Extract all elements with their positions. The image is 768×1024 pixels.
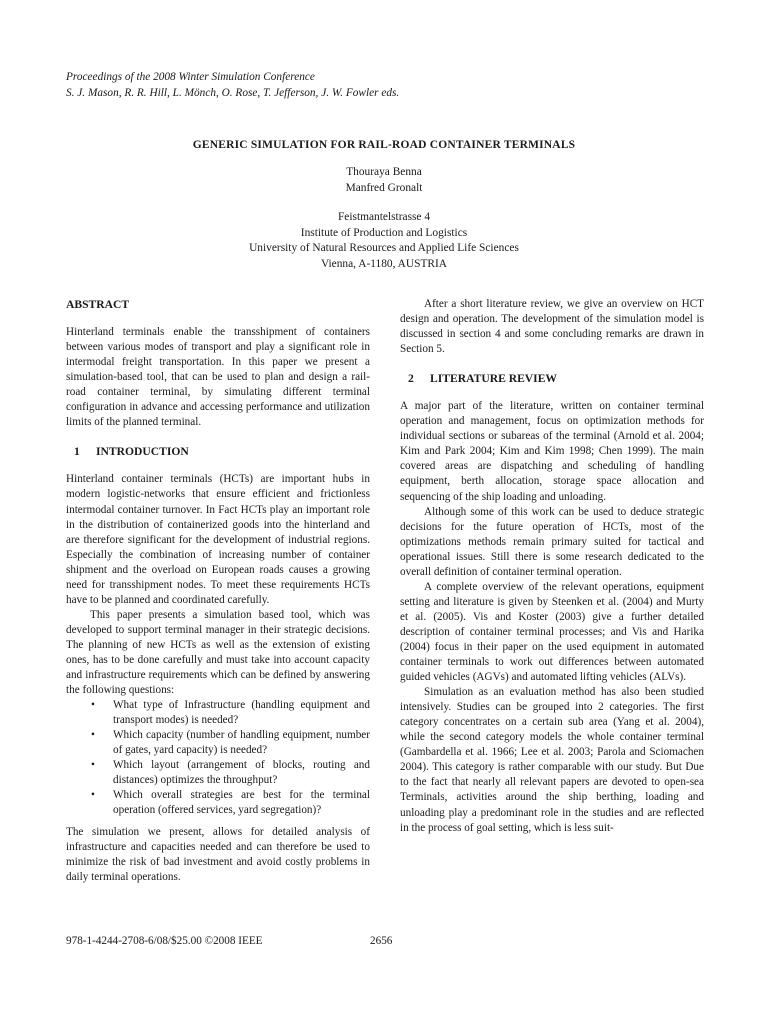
list-item — [66, 758, 370, 788]
literature-paragraph: Simulation as an evaluation method has also been studied intensively. Studies can be grouped into 2 categories. The first category concentrates on a certain sub area (Yang et al. 2004), while the second category models the whole container terminal (Gambardella et al. 1966; Lee et al. 2003; Parola and Sciomachen 2004). This category is rather comparable with our study. But Due to the fact that nearly all relevant papers are devoted to open-sea Terminals, activities around the ship berthing, loading and unloading play a predominant role in the studies and are reflected in the process of goal setting, which is less suit- — [400, 686, 704, 834]
right-column — [400, 297, 704, 836]
list-item-text: Which overall strategies are best for the terminal operation (offered services, yard segregation)? — [113, 789, 370, 817]
list-item — [66, 728, 370, 758]
abstract-text: Hinterland terminals enable the transshipment of containers between various modes of transport and play a significant role in intermodal freight transportation. In this paper we present a simulation-based tool, that can be used to plan and design a rail-road container terminal, by simulating different terminal configuration in advance and accessing performance and utilization limits of the planned terminal. — [66, 326, 370, 429]
section-title: INTRODUCTION — [96, 445, 189, 459]
literature-paragraph: Although some of this work can be used to deduce strategic decisions for the future operation of HCTs, most of the optimizations methods remain primary suited for tactical and operational issues. Still there is some research dedicated to the overall definition of container terminal operation. — [400, 505, 704, 578]
affiliation-line: Vienna, A-1180, AUSTRIA — [320, 258, 448, 271]
proceedings-title: Proceedings of the 2008 Winter Simulation Conference — [66, 71, 315, 83]
bullet-icon: • — [91, 729, 95, 742]
intro-paragraph: This paper presents a simulation based tool, which was developed to support terminal manager in their strategic decisions. The planning of new HCTs as well as the extension of existing ones, has to be done carefully and must take into account capacity and infrastructure requirements which can be defined by answering the following questions: — [66, 608, 370, 697]
section-heading-literature-review — [400, 371, 704, 386]
section-number: 2 — [408, 372, 414, 386]
intro-paragraph: The simulation we present, allows for detailed analysis of infrastructure and capacities needed and can therefore be used to minimize the risk of bad investment and avoid costly problems in daily terminal operations. — [66, 825, 370, 883]
literature-paragraph: A major part of the literature, written on container terminal operation and management, focus on optimization methods for individual sections or subareas of the terminal (Arnold et al. 2004; Kim and Park 2004; Kim and Kim 1998; Chen 1999). The main covered areas are dispatching and scheduling of handling equipment, berth allocation, storage space allocation and sequencing of the ship loading and unloading. — [400, 400, 704, 503]
proceedings-header — [66, 69, 399, 101]
left-column — [66, 297, 370, 885]
affiliation-line: Feistmantelstrasse 4 — [337, 211, 431, 223]
bullet-icon: • — [91, 699, 95, 712]
author-list — [0, 165, 768, 196]
list-item — [66, 698, 370, 728]
overview-paragraph: After a short literature review, we give an overview on HCT design and operation. The development of the simulation model is discussed in section 4 and some concluding remarks are drawn in Section 5. — [400, 298, 704, 356]
affiliation-line: Institute of Production and Logistics — [300, 226, 468, 239]
section-number: 1 — [74, 445, 80, 459]
intro-paragraph: Hinterland container terminals (HCTs) are important hubs in modern logistic-networks that ensure efficient and frictionless intermodal container turnover. In Fact HCTs play an important role in the distribution of containerized goods into the hinterland and are therefore significant for the development of industrial regions. Especially the combination of increasing number of container shipment and the overload on European roads causes a growing need for transshipment nodes. To meet these requirements HCTs have to be planned and coordinated carefully. — [66, 473, 370, 606]
list-item-text: What type of Infrastructure (handling equipment and transport modes) is needed? — [113, 699, 370, 727]
section-title: LITERATURE REVIEW — [430, 372, 558, 386]
author-name: Thouraya Benna — [346, 166, 422, 178]
author-name: Manfred Gronalt — [345, 181, 423, 194]
affiliation — [0, 210, 768, 273]
list-item-text: Which layout (arrangement of blocks, routing and distances) optimizes the throughput? — [113, 759, 370, 787]
list-item — [66, 788, 370, 818]
list-item-text: Which capacity (number of handling equipment, number of gates, yard capacity) is needed? — [113, 729, 370, 757]
affiliation-line: University of Natural Resources and Applied Life Sciences — [249, 242, 519, 255]
literature-paragraph: A complete overview of the relevant operations, equipment setting and literature is given by Steenken et al. (2004) and Murty et al. (2005). Vis and Koster (2003) give a further detailed description of container terminal processes; and Vis and Harika (2004) focus in their paper on the used equipment in automated container terminals to work out differences between automated guided vehicles (AGVs) and automated lifting vehicles (ALVs). — [400, 580, 704, 684]
bullet-icon: • — [91, 789, 95, 802]
page-number: 2656 — [370, 935, 393, 947]
abstract-heading: ABSTRACT — [66, 298, 130, 311]
question-list — [66, 698, 370, 818]
footer-isbn: 978-1-4244-2708-6/08/$25.00 ©2008 IEEE — [66, 935, 263, 947]
section-heading-introduction — [66, 444, 370, 459]
proceedings-editors: S. J. Mason, R. R. Hill, L. Mönch, O. Rose, T. Jefferson, J. W. Fowler eds. — [66, 87, 400, 99]
bullet-icon: • — [91, 759, 95, 772]
paper-title: GENERIC SIMULATION FOR RAIL-ROAD CONTAINER TERMINALS — [192, 139, 576, 151]
